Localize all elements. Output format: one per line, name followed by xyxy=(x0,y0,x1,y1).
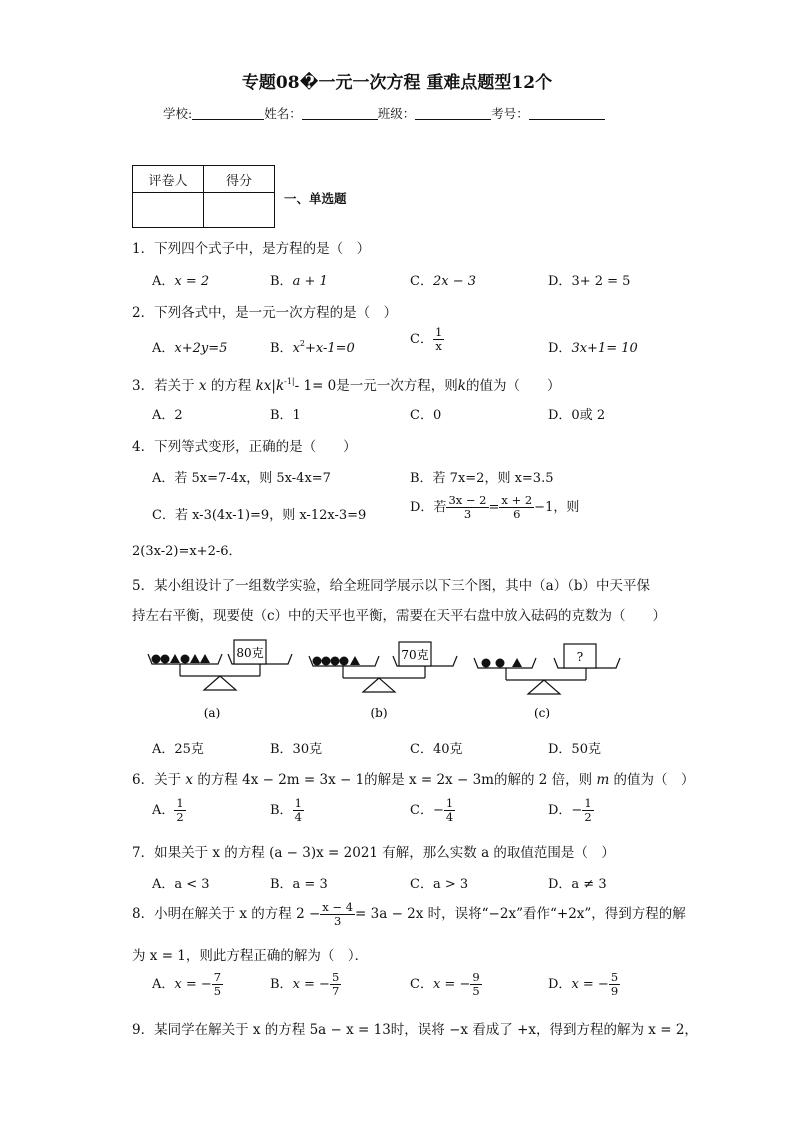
name-label: 姓名： xyxy=(264,106,302,121)
q6-option-c: C．− $\frac{1}{4}$ xyxy=(410,796,454,824)
scale-c-weight: ? xyxy=(576,650,584,664)
q2-option-b: B．$x^2+x-1=0$ xyxy=(270,339,355,356)
name-blank xyxy=(302,107,378,120)
balance-scales-figure xyxy=(140,632,660,724)
question-3-stem: 3．若关于 x 的方程 $kx|k^{-1|}-$ 1= 0是一元一次方程，则k的值为（ ） xyxy=(132,377,561,394)
score-cell xyxy=(204,193,275,228)
balance-scale-b xyxy=(309,642,457,720)
q3-option-a: A．2 xyxy=(152,408,183,423)
scale-b-label: (b) xyxy=(370,706,388,720)
scale-c-label: (c) xyxy=(533,706,551,720)
question-7-stem: 7．如果关于 x 的方程 (a − 3)x = 2021 有解，那么实数 a 的取值范围是（ ） xyxy=(132,845,615,861)
q8-option-a: A．x = − $\frac{7}{5}$ xyxy=(152,970,222,998)
q4-option-c: C．若 x-3(4x-1)=9，则 x-12x-3=9 xyxy=(152,508,367,523)
q7-option-a: A．a < 3 xyxy=(152,877,210,892)
q1-option-c: C．2x − 3 xyxy=(410,274,476,289)
scale-a-label: (a) xyxy=(203,706,221,720)
q3-option-d: D．0或 2 xyxy=(548,408,606,423)
reviewer-cell xyxy=(133,193,204,228)
q5-option-a: A．25克 xyxy=(152,742,204,757)
q6-option-d: D．− $\frac{1}{2}$ xyxy=(548,796,592,824)
q1-option-b: B．a + 1 xyxy=(270,274,328,289)
class-blank xyxy=(415,107,491,120)
question-6-stem: 6．关于 x 的方程 4x − 2m = 3x − 1的解是 x = 2x − 3m的解的 2 倍，则 m 的值为（ ） xyxy=(132,772,695,788)
q4-option-a: A．若 5x=7-4x，则 5x-4x=7 xyxy=(152,471,331,486)
school-label: 学校: xyxy=(163,106,193,121)
q1-option-a: A．x = 2 xyxy=(152,274,210,289)
q4-option-d-continued: 2(3x-2)=x+2-6． xyxy=(132,544,242,559)
balance-scale-c xyxy=(474,644,620,720)
q4-option-b: B．若 7x=2，则 x=3.5 xyxy=(410,471,554,486)
reviewer-header: 评卷人 xyxy=(133,166,204,193)
section-heading: 一、单选题 xyxy=(284,191,347,206)
question-8-stem-line2: 为 x = 1，则此方程正确的解为（ ）． xyxy=(132,948,369,964)
q6-option-a: A． $\frac{1}{2}$ xyxy=(152,796,184,824)
score-table xyxy=(132,165,275,228)
scale-a-weight: 80克 xyxy=(236,646,264,660)
q2-option-a: A．x+2y=5 xyxy=(152,341,228,356)
question-2-stem: 2．下列各式中，是一元一次方程的是（ ） xyxy=(132,305,398,321)
number-label: 考号： xyxy=(491,106,529,121)
q7-option-c: C．a > 3 xyxy=(410,877,469,892)
q6-option-b: B． $\frac{1}{4}$ xyxy=(270,796,302,824)
question-1-stem: 1．下列四个式子中，是方程的是（ ） xyxy=(132,241,371,257)
q7-option-d: D．a ≠ 3 xyxy=(548,877,607,892)
q5-option-c: C．40克 xyxy=(410,742,463,757)
question-5-stem-line1: 5．某小组设计了一组数学实验，给全班同学展示以下三个图，其中（a）（b）中天平保 xyxy=(132,578,651,594)
q8-option-c: C．x = − $\frac{9}{5}$ xyxy=(410,970,480,998)
q2-option-c: C． $\frac{1}{x}$ xyxy=(410,325,443,353)
balance-scale-a xyxy=(148,640,292,720)
q8-option-b: B．x = − $\frac{5}{7}$ xyxy=(270,970,340,998)
page-title: 专题08�一元一次方程 重难点题型12个 xyxy=(241,73,553,93)
scale-b-weight: 70克 xyxy=(401,648,429,662)
question-4-stem: 4．下列等式变形，正确的是（ ） xyxy=(132,439,357,455)
q8-option-d: D．x = − $\frac{5}{9}$ xyxy=(548,970,619,998)
class-label: 班级： xyxy=(377,106,416,121)
q5-option-b: B．30克 xyxy=(270,742,323,757)
q2-option-d: D．3x+1= 10 xyxy=(548,341,638,356)
q3-option-b: B．1 xyxy=(270,408,301,423)
q5-option-d: D．50克 xyxy=(548,742,601,757)
q4-option-d: D．若 $\frac{3x - 2}{3}$ = $\frac{x + 2}{6}$ −1，则 xyxy=(410,493,580,521)
q7-option-b: B．a = 3 xyxy=(270,877,328,892)
question-9-stem: 9．某同学在解关于 x 的方程 5a − x = 13时，误将 −x 看成了 +x，得到方程的解为 x = 2， xyxy=(132,1022,698,1038)
student-info-line xyxy=(163,104,605,122)
score-header: 得分 xyxy=(204,166,275,193)
q1-option-d: D．3+ 2 = 5 xyxy=(548,274,631,289)
question-5-stem-line2: 持左右平衡，现要使（c）中的天平也平衡，需要在天平右盘中放入砝码的克数为（ ） xyxy=(132,608,667,624)
q3-option-c: C．0 xyxy=(410,408,442,423)
question-8-stem-line1: 8．小明在解关于 x 的方程 2 − $\frac{x - 4}{3}$ = 3a − 2x 时，误将“−2x”看作“+2x”，得到方程的解 xyxy=(132,900,686,928)
number-blank xyxy=(529,107,605,120)
school-blank xyxy=(192,107,264,120)
